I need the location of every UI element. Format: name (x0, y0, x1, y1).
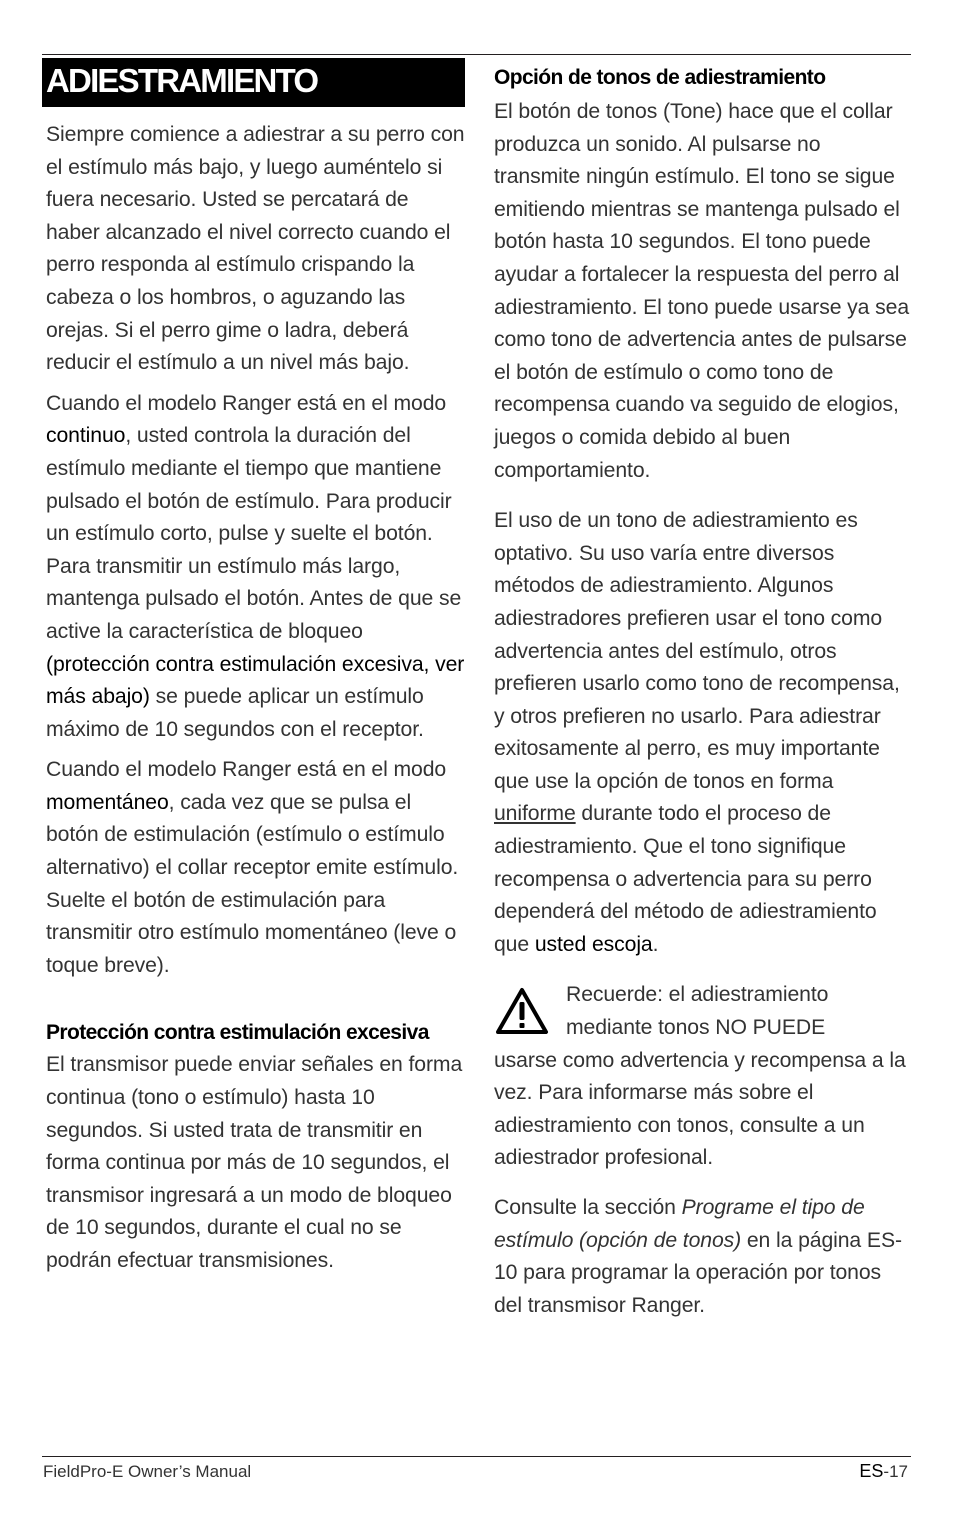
right-column (490, 58, 911, 1322)
top-rule (42, 54, 911, 55)
warning-line: Recuerde: el adiestramiento (566, 983, 829, 1007)
footer-manual-title: FieldPro-E Owner’s Manual (43, 1462, 252, 1481)
uniform-term: uniforme (494, 802, 576, 826)
momentary-mode-paragraph (42, 754, 465, 982)
overstim-reference: (protección contra estimulación excesiva, ver más abajo) (46, 652, 465, 709)
continuous-term: continuo (46, 424, 126, 448)
text-run: Consulte la sección (494, 1196, 682, 1219)
language-code: ES (859, 1461, 884, 1481)
warning-rest: usarse como advertencia y recompensa a la vez. Para informarse más sobre el adiestramiento con tonos, consulte a un adiestrador profesional. (494, 1048, 906, 1170)
text-run: Cuando el modelo Ranger está en el modo (46, 391, 447, 415)
see-section-paragraph (490, 1192, 911, 1322)
text-run: , cada vez que se pulsa el botón de estimulación (estímulo o estímulo alternativo) el collar receptor emite estímulo. Suelte el botón de estimulación para transmitir otro estímulo momentáneo (leve o toque breve). (46, 790, 459, 977)
momentary-term: momentáneo (46, 790, 169, 814)
footer-page-number (859, 1461, 908, 1482)
intro-paragraph: Siempre comience a adiestrar a su perro con el estímulo más bajo, y luego auméntelo si fuera necesario. Usted se percatará de haber alcanzado el nivel correcto cuando el perro responda al estímulo crispando la cabeza o los hombros, o aguzando las orejas. Si el perro gime o ladra, deberá reducir el estímulo a un nivel más bajo. (46, 123, 465, 375)
tone-option-heading: Opción de tonos de adiestramiento (494, 66, 826, 89)
overstim-paragraph: El transmisor puede enviar señales en forma continua (tono o estímulo) hasta 10 segundos. Si usted trata de transmitir en forma continua por más de 10 segundos, el transmisor ingresará a un modo de bloqueo de 10 segundos, durante el cual no se podrán efectuar transmisiones. (46, 1053, 463, 1272)
tone-usage-paragraph (490, 505, 911, 961)
overstim-heading: Protección contra estimulación excesiva (46, 1021, 429, 1045)
text-run: en la página ES-10 para programar la operación por tonos del transmisor Ranger. (494, 1228, 902, 1317)
bottom-rule (42, 1456, 911, 1457)
text-run: El uso de un tono de adiestramiento es optativo. Su uso varía entre diversos métodos de adiestramiento. Algunos adiestradores prefieren usar el tono como advertencia antes del estímulo, otros prefieren usarlo como tono de recompensa, y otros prefieren no usarlo. Para adiestrar exitosamente al perro, es muy importante que use la opción de tonos en forma (494, 509, 900, 793)
you-choose-term: usted escoja (534, 932, 653, 956)
warning-triangle-icon (495, 987, 549, 1035)
page-number: -17 (883, 1462, 908, 1481)
text-run: , usted controla la duración del estímulo mediante el tiempo que mantiene pulsado el botón de estímulo. Para producir un estímulo corto, pulse y suelte el botón. Para transmitir un estímulo más largo, mantenga pulsado el botón. Antes de que se active la característica de bloqueo (46, 424, 462, 643)
text-run: Cuando el modelo Ranger está en el modo (46, 758, 447, 782)
section-title: ADIESTRAMIENTO (42, 58, 465, 107)
warning-line: mediante tonos NO PUEDE (566, 1016, 826, 1040)
text-run: . (652, 932, 659, 956)
text-run: durante todo el proceso de adiestramiento. Que el tono signifique recompensa o advertencia para su perro dependerá del método de adiestramiento que (494, 802, 877, 956)
continuous-mode-paragraph (42, 388, 465, 747)
text-run: se puede aplicar un estímulo máximo de 10 segundos con el receptor. (46, 685, 424, 741)
warning-text (490, 979, 911, 1175)
left-column (42, 58, 465, 1278)
tone-paragraph: El botón de tonos (Tone) hace que el collar produzca un sonido. Al pulsarse no transmite ningún estímulo. El tono se sigue emitiendo mientras se mantenga pulsado el botón hasta 10 segundos. El tono puede ayudar a fortalecer la respuesta del perro al adiestramiento. El tono puede usarse ya sea como tono de advertencia antes de pulsarse el botón de estímulo o como tono de recompensa cuando va seguido de elogios, juegos o comida debido al buen comportamiento. (494, 100, 910, 482)
warning-note (490, 979, 911, 1175)
section-reference: Programe el tipo de estímulo (opción de tonos) (494, 1196, 865, 1252)
